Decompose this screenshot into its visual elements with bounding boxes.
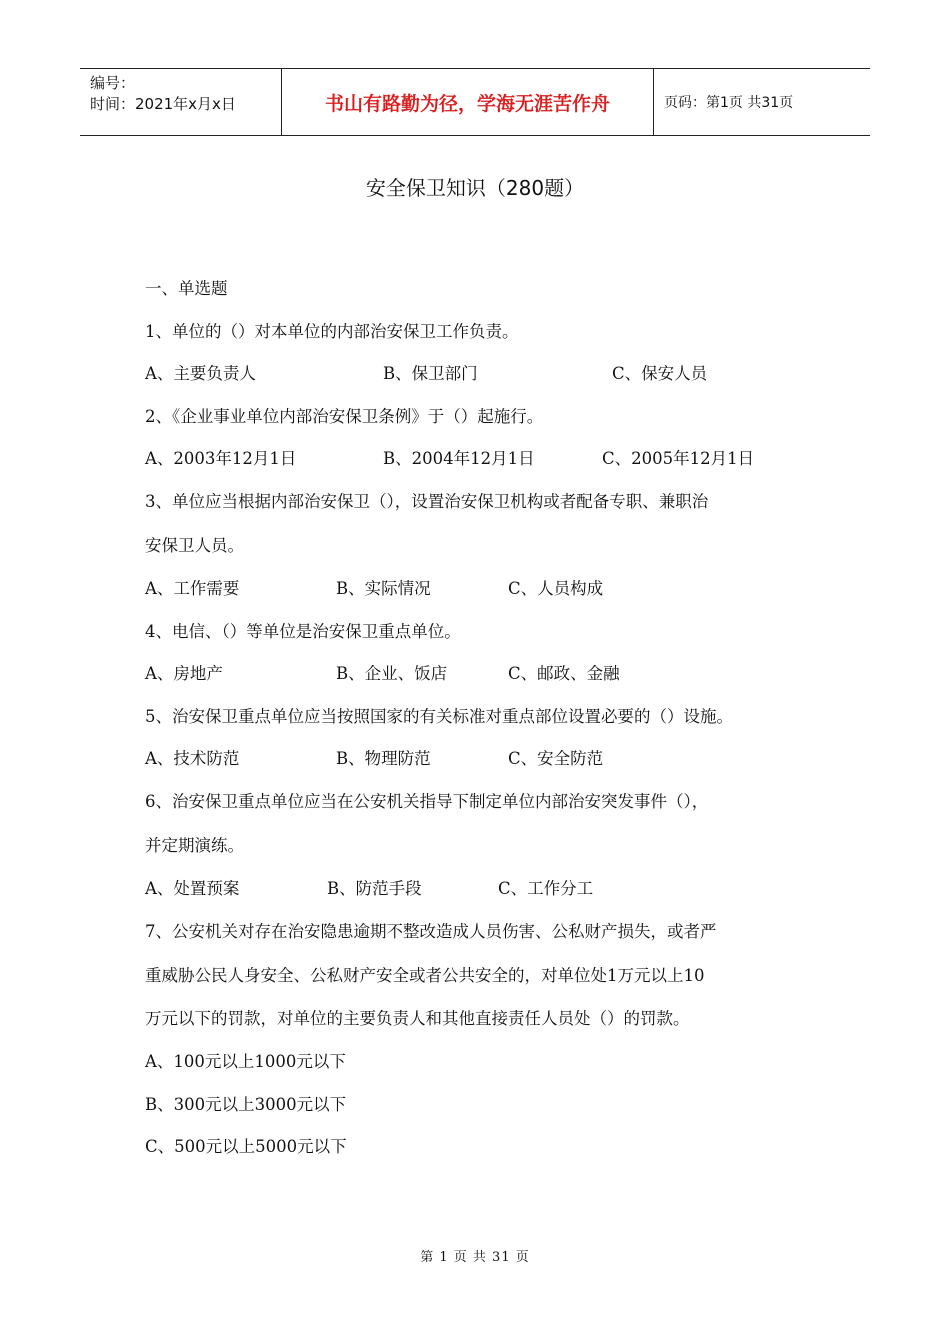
question-2-text: 2、《企业事业单位内部治安保卫条例》于（）起施行。 (145, 407, 544, 426)
document-title: 安全保卫知识（280题） (365, 176, 585, 200)
header-page-info: 页码：第1页 共31页 (664, 95, 794, 111)
question-2-option-b: B、2004年12月1日 (383, 449, 535, 468)
question-5-option-a: A、技术防范 (145, 749, 240, 768)
question-6-text-line-1: 6、治安保卫重点单位应当在公安机关指导下制定单位内部治安突发事件（）， (145, 792, 709, 811)
header-table (80, 68, 870, 136)
question-6-option-b: B、防范手段 (327, 879, 422, 898)
header-meta (80, 69, 281, 135)
question-5-text: 5、治安保卫重点单位应当按照国家的有关标准对重点部位设置必要的（）设施。 (145, 707, 733, 726)
question-7-option-b: B、300元以上3000元以下 (145, 1095, 347, 1114)
question-7-text-line-1: 7、公安机关对存在治安隐患逾期不整改造成人员伤害、公私财产损失，或者严 (145, 922, 717, 941)
question-6-option-a: A、处置预案 (145, 879, 240, 898)
time-label: 时间：2021年x月x日 (90, 95, 236, 113)
question-4-option-a: A、房地产 (145, 664, 223, 683)
question-4-option-c: C、邮政、金融 (508, 664, 620, 683)
number-label: 编号： (90, 74, 136, 92)
question-7-text-line-2: 重威胁公民人身安全、公私财产安全或者公共安全的，对单位处1万元以上10 (145, 966, 705, 985)
question-7-text-line-3: 万元以下的罚款，对单位的主要负责人和其他直接责任人员处（）的罚款。 (145, 1009, 690, 1028)
question-1-option-a: A、主要负责人 (145, 364, 256, 383)
question-3-option-a: A、工作需要 (145, 579, 240, 598)
question-5-option-b: B、物理防范 (336, 749, 431, 768)
question-3-option-c: C、人员构成 (508, 579, 604, 598)
question-2-option-c: C、2005年12月1日 (602, 449, 755, 468)
question-1-option-c: C、保安人员 (612, 364, 708, 383)
question-2-option-a: A、2003年12月1日 (145, 449, 297, 468)
question-1-option-b: B、保卫部门 (383, 364, 478, 383)
question-3-option-b: B、实际情况 (336, 579, 431, 598)
question-7-option-a: A、100元以上1000元以下 (145, 1052, 346, 1071)
question-4-option-b: B、企业、饭店 (336, 664, 448, 683)
question-3-text-line-2: 安保卫人员。 (145, 536, 244, 555)
question-6-option-c: C、工作分工 (498, 879, 594, 898)
question-6-text-line-2: 并定期演练。 (145, 836, 244, 855)
question-5-option-c: C、安全防范 (508, 749, 604, 768)
question-1-text: 1、单位的（）对本单位的内部治安保卫工作负责。 (145, 322, 519, 341)
section-heading: 一、单选题 (145, 279, 228, 298)
header-motto: 书山有路勤为径，学海无涯苦作舟 (281, 69, 654, 135)
question-4-text: 4、电信、（）等单位是治安保卫重点单位。 (145, 622, 461, 641)
question-3-text-line-1: 3、单位应当根据内部治安保卫（），设置治安保卫机构或者配备专职、兼职治 (145, 492, 709, 511)
page-footer: 第 1 页 共 31 页 (420, 1250, 530, 1265)
question-7-option-c: C、500元以上5000元以下 (145, 1137, 347, 1156)
